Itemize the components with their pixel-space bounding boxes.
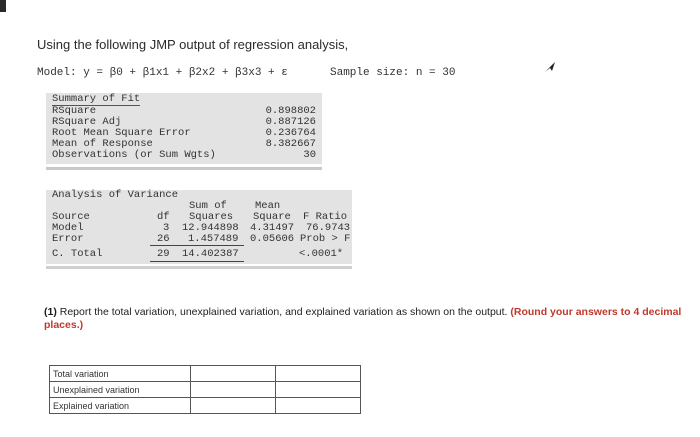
fit-value-rsquare-adj: 0.887126: [265, 116, 316, 128]
anova-title: Analysis of Variance: [52, 189, 179, 201]
model-equation: Model: y = β0 + β1x1 + β2x2 + β3x3 + ε: [37, 67, 288, 79]
anova-df-total: 29: [157, 248, 170, 260]
answer-label-explained: Explained variation: [50, 398, 191, 414]
answer-label-total: Total variation: [50, 366, 191, 382]
anova-f-model: 76.9743: [306, 222, 351, 234]
anova-df-model: 3: [163, 222, 170, 234]
table-row: [50, 398, 361, 414]
fit-label-rmse: Root Mean Square Error: [52, 127, 191, 139]
mouse-cursor-icon: [543, 60, 557, 74]
anova-ms-model: 4.31497: [250, 222, 295, 234]
question-body: Report the total variation, unexplained variation, and explained variation as shown on the output.: [56, 306, 511, 318]
rounding-instruction: (Round your answers to 4 decimal places.): [44, 306, 682, 331]
anova-header-source: Source: [52, 211, 90, 223]
total-variation-input-1[interactable]: [191, 366, 276, 382]
answer-table: [49, 365, 361, 414]
total-variation-input-2[interactable]: [276, 366, 361, 382]
left-edge-marker: [0, 0, 6, 12]
anova-df-error: 26: [157, 233, 170, 245]
fit-value-rmse: 0.236764: [265, 127, 316, 139]
anova-prob-label: Prob > F: [300, 233, 351, 245]
summary-of-fit-divider: [46, 167, 322, 170]
anova-sum-underline: [150, 245, 244, 246]
anova-source-error: Error: [52, 233, 84, 245]
anova-ss-total: 14.402387: [182, 248, 239, 260]
anova-prob-value: <.0001*: [299, 248, 344, 260]
fit-label-rsquare: RSquare: [52, 105, 97, 117]
anova-header-ss-top: Sum of: [189, 200, 227, 212]
anova-header-ms-top: Mean: [255, 200, 281, 212]
question-text: [44, 306, 684, 332]
anova-source-model: Model: [52, 222, 84, 234]
question-heading: Using the following JMP output of regression analysis,: [37, 37, 349, 52]
fit-label-observations: Observations (or Sum Wgts): [52, 149, 216, 161]
table-row: [50, 366, 361, 382]
anova-ss-model: 12.944898: [182, 222, 239, 234]
fit-value-mean-response: 8.382667: [265, 138, 316, 150]
fit-label-mean-response: Mean of Response: [52, 138, 153, 150]
unexplained-variation-input-2[interactable]: [276, 382, 361, 398]
fit-label-rsquare-adj: RSquare Adj: [52, 116, 122, 128]
sample-size: Sample size: n = 30: [330, 67, 456, 79]
explained-variation-input-1[interactable]: [191, 398, 276, 414]
answer-label-unexplained: Unexplained variation: [50, 382, 191, 398]
fit-value-rsquare: 0.898802: [265, 105, 316, 117]
anova-header-f: F Ratio: [303, 211, 348, 223]
summary-of-fit-title: Summary of Fit: [52, 93, 141, 105]
anova-total-underline: [150, 261, 244, 262]
anova-ss-error: 1.457489: [188, 233, 239, 245]
explained-variation-input-2[interactable]: [276, 398, 361, 414]
anova-divider: [46, 266, 352, 269]
table-row: [50, 382, 361, 398]
fit-value-observations: 30: [303, 149, 316, 161]
unexplained-variation-input-1[interactable]: [191, 382, 276, 398]
anova-header-ms-bottom: Square: [253, 211, 291, 223]
anova-ms-error: 0.05606: [250, 233, 295, 245]
anova-header-df: df: [157, 211, 170, 223]
anova-header-ss-bottom: Squares: [189, 211, 234, 223]
question-number: (1): [44, 306, 57, 318]
anova-source-total: C. Total: [52, 248, 103, 260]
